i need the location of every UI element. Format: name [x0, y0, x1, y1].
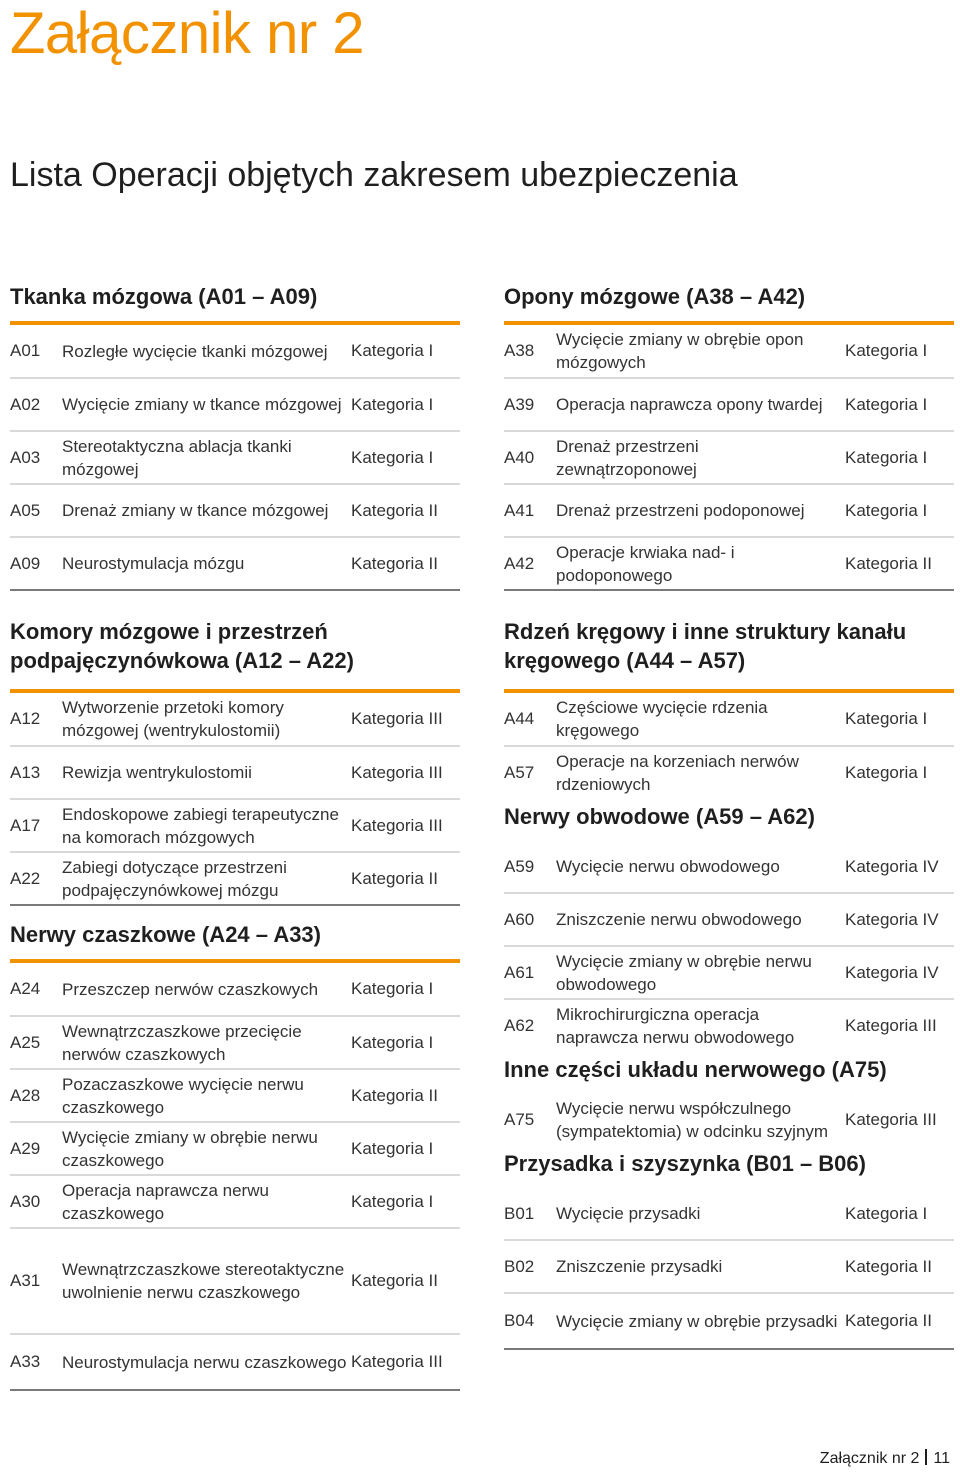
op-code: A12 [10, 709, 41, 728]
op-category: Kategoria II [351, 553, 438, 573]
page-subtitle: Lista Operacji objętych zakresem ubezpieczenia [10, 156, 738, 194]
op-code: A59 [504, 856, 535, 876]
op-name: Wycięcie zmiany w obrębie nerwu czaszkowego [62, 1127, 318, 1170]
footer-separator [925, 1449, 927, 1465]
section-meninges [504, 282, 954, 591]
table-row [10, 853, 460, 906]
section-heading: Rdzeń kręgowy i inne struktury kanału kręgowego (A44 – A57) [504, 619, 907, 673]
op-name: Drenaż zmiany w tkance mózgowej [62, 501, 329, 520]
table-row [504, 747, 954, 798]
op-category: Kategoria I [845, 447, 928, 467]
op-category: Kategoria II [845, 1311, 932, 1330]
op-code: A57 [504, 762, 535, 782]
op-code: A62 [504, 1015, 535, 1035]
op-code: A24 [10, 979, 41, 998]
table-row [10, 963, 460, 1017]
op-category: Kategoria II [845, 1256, 932, 1276]
op-code: A75 [504, 1109, 535, 1129]
table-row [10, 379, 460, 432]
section-spinal-cord [504, 617, 954, 798]
op-category: Kategoria I [351, 341, 434, 360]
section-heading: Komory mózgowe i przestrzeń podpajęczynówkowa (A12 – A22) [10, 619, 354, 673]
op-name: Operacje krwiaka nad- i podoponowego [556, 542, 735, 585]
op-category: Kategoria I [351, 1032, 434, 1052]
table-row [10, 432, 460, 485]
table-row [10, 325, 460, 379]
table-row [504, 1294, 954, 1350]
table-row [10, 1335, 460, 1391]
table-row [504, 1094, 954, 1145]
op-name: Wycięcie nerwu współczulnego (sympatektomia) w odcinku szyjnym [556, 1098, 829, 1141]
section-heading: Opony mózgowe (A38 – A42) [504, 284, 806, 309]
op-category: Kategoria I [351, 394, 434, 414]
op-name: Operacja naprawcza opony twardej [556, 395, 823, 414]
op-code: B02 [504, 1256, 535, 1276]
op-code: B01 [504, 1203, 535, 1223]
op-code: A44 [504, 709, 535, 728]
section-ventricles [10, 617, 460, 906]
op-name: Stereotaktyczna ablacja tkanki mózgowej [62, 436, 292, 479]
op-category: Kategoria I [845, 762, 928, 782]
op-name: Wewnątrzczaszkowe stereotaktyczne uwolnienie nerwu czaszkowego [62, 1260, 345, 1302]
section-heading: Nerwy obwodowe (A59 – A62) [504, 804, 815, 829]
op-code: A39 [504, 394, 535, 414]
op-code: A25 [10, 1032, 41, 1052]
op-code: A17 [10, 815, 41, 835]
op-category: Kategoria I [351, 979, 434, 998]
op-name: Endoskopowe zabiegi terapeutyczne na komorach mózgowych [62, 804, 339, 847]
op-category: Kategoria IV [845, 909, 939, 929]
op-category: Kategoria III [845, 1015, 937, 1035]
table-row [504, 1241, 954, 1294]
section-cranial-nerves [10, 920, 460, 1391]
table-row [504, 1000, 954, 1051]
op-name: Drenaż przestrzeni podoponowej [556, 501, 805, 520]
table-row [10, 485, 460, 538]
op-code: A29 [10, 1138, 41, 1158]
op-name: Operacja naprawcza nerwu czaszkowego [62, 1180, 269, 1223]
op-name: Częściowe wycięcie rdzenia kręgowego [556, 698, 768, 740]
section-peripheral-nerves [504, 802, 954, 1051]
table-row [504, 432, 954, 485]
op-code: A42 [504, 553, 535, 573]
op-category: Kategoria I [351, 1138, 434, 1158]
table-row [504, 947, 954, 1000]
op-category: Kategoria I [845, 500, 928, 520]
section-heading: Przysadka i szyszynka (B01 – B06) [504, 1151, 866, 1176]
op-code: A22 [10, 868, 41, 888]
op-code: A03 [10, 447, 41, 467]
op-name: Wycięcie zmiany w obrębie opon mózgowych [556, 330, 804, 372]
section-other-nervous [504, 1055, 954, 1145]
op-name: Mikrochirurgiczna operacja naprawcza nerwu obwodowego [556, 1004, 795, 1047]
right-column [504, 282, 954, 1350]
table-row [504, 325, 954, 379]
op-category: Kategoria I [351, 1191, 434, 1211]
op-code: A13 [10, 762, 41, 782]
op-category: Kategoria I [845, 394, 928, 414]
table-row [10, 1176, 460, 1229]
op-name: Zniszczenie nerwu obwodowego [556, 910, 802, 929]
section-heading: Tkanka mózgowa (A01 – A09) [10, 284, 318, 309]
op-name: Wycięcie nerwu obwodowego [556, 857, 780, 876]
op-code: B04 [504, 1311, 535, 1330]
op-name: Wytworzenie przetoki komory mózgowej (wentrykulostomii) [62, 698, 284, 740]
op-name: Wycięcie zmiany w obrębie nerwu obwodowego [556, 951, 812, 994]
op-code: A02 [10, 394, 41, 414]
op-category: Kategoria III [351, 1352, 443, 1371]
table-row [504, 841, 954, 894]
op-name: Rewizja wentrykulostomii [62, 763, 252, 782]
op-name: Wycięcie zmiany w obrębie przysadki [556, 1311, 838, 1331]
table-row [10, 693, 460, 747]
table-row [504, 693, 954, 747]
op-code: A60 [504, 909, 535, 929]
op-category: Kategoria I [845, 1203, 928, 1223]
footer-label: Załącznik nr 2 [819, 1450, 920, 1467]
op-code: A05 [10, 500, 41, 520]
op-name: Wycięcie przysadki [556, 1204, 701, 1223]
page-title: Załącznik nr 2 [10, 1, 365, 66]
op-category: Kategoria I [351, 447, 434, 467]
op-name: Operacje na korzeniach nerwów rdzeniowych [556, 751, 799, 794]
op-code: A28 [10, 1085, 41, 1105]
page-number: 11 [933, 1450, 950, 1467]
op-name: Zniszczenie przysadki [556, 1257, 723, 1276]
op-category: Kategoria II [351, 1085, 438, 1105]
op-name: Pozaczaszkowe wycięcie nerwu czaszkowego [62, 1074, 304, 1117]
table-row [504, 379, 954, 432]
section-pituitary [504, 1149, 954, 1350]
op-code: A01 [10, 341, 41, 360]
op-name: Wycięcie zmiany w tkance mózgowej [62, 395, 342, 414]
page-footer [820, 1449, 950, 1468]
op-category: Kategoria I [845, 341, 928, 360]
op-category: Kategoria II [351, 868, 438, 888]
table-row [504, 894, 954, 947]
op-category: Kategoria III [845, 1109, 937, 1129]
op-name: Rozległe wycięcie tkanki mózgowej [62, 341, 328, 361]
op-code: A33 [10, 1352, 41, 1371]
op-code: A09 [10, 553, 41, 573]
op-category: Kategoria II [351, 1271, 438, 1290]
left-column [10, 282, 460, 1391]
table-row [10, 538, 460, 591]
section-heading: Nerwy czaszkowe (A24 – A33) [10, 922, 321, 947]
op-name: Zabiegi dotyczące przestrzeni podpajęczynówkowej mózgu [62, 857, 287, 900]
op-name: Drenaż przestrzeni zewnątrzoponowej [556, 436, 699, 479]
table-row [10, 1070, 460, 1123]
table-row [10, 747, 460, 800]
op-code: A61 [504, 962, 535, 982]
op-code: A41 [504, 500, 535, 520]
op-code: A31 [10, 1271, 41, 1290]
op-category: Kategoria I [845, 709, 928, 728]
op-category: Kategoria IV [845, 962, 939, 982]
table-row [10, 1229, 460, 1335]
section-brain-tissue [10, 282, 460, 591]
op-code: A40 [504, 447, 535, 467]
section-heading: Inne części układu nerwowego (A75) [504, 1057, 887, 1082]
op-name: Przeszczep nerwów czaszkowych [62, 979, 319, 999]
op-category: Kategoria II [351, 500, 438, 520]
op-name: Wewnątrzczaszkowe przecięcie nerwów czaszkowych [62, 1021, 302, 1064]
table-row [10, 800, 460, 853]
table-row [10, 1017, 460, 1070]
op-name: Neurostymulacja nerwu czaszkowego [62, 1352, 347, 1372]
table-row [504, 1188, 954, 1241]
table-row [504, 538, 954, 591]
op-code: A38 [504, 341, 535, 360]
table-row [504, 485, 954, 538]
op-category: Kategoria III [351, 709, 443, 728]
op-category: Kategoria II [845, 553, 932, 573]
op-category: Kategoria IV [845, 856, 939, 876]
op-name: Neurostymulacja mózgu [62, 554, 245, 573]
table-row [10, 1123, 460, 1176]
op-code: A30 [10, 1191, 41, 1211]
op-category: Kategoria III [351, 815, 443, 835]
op-category: Kategoria III [351, 762, 443, 782]
